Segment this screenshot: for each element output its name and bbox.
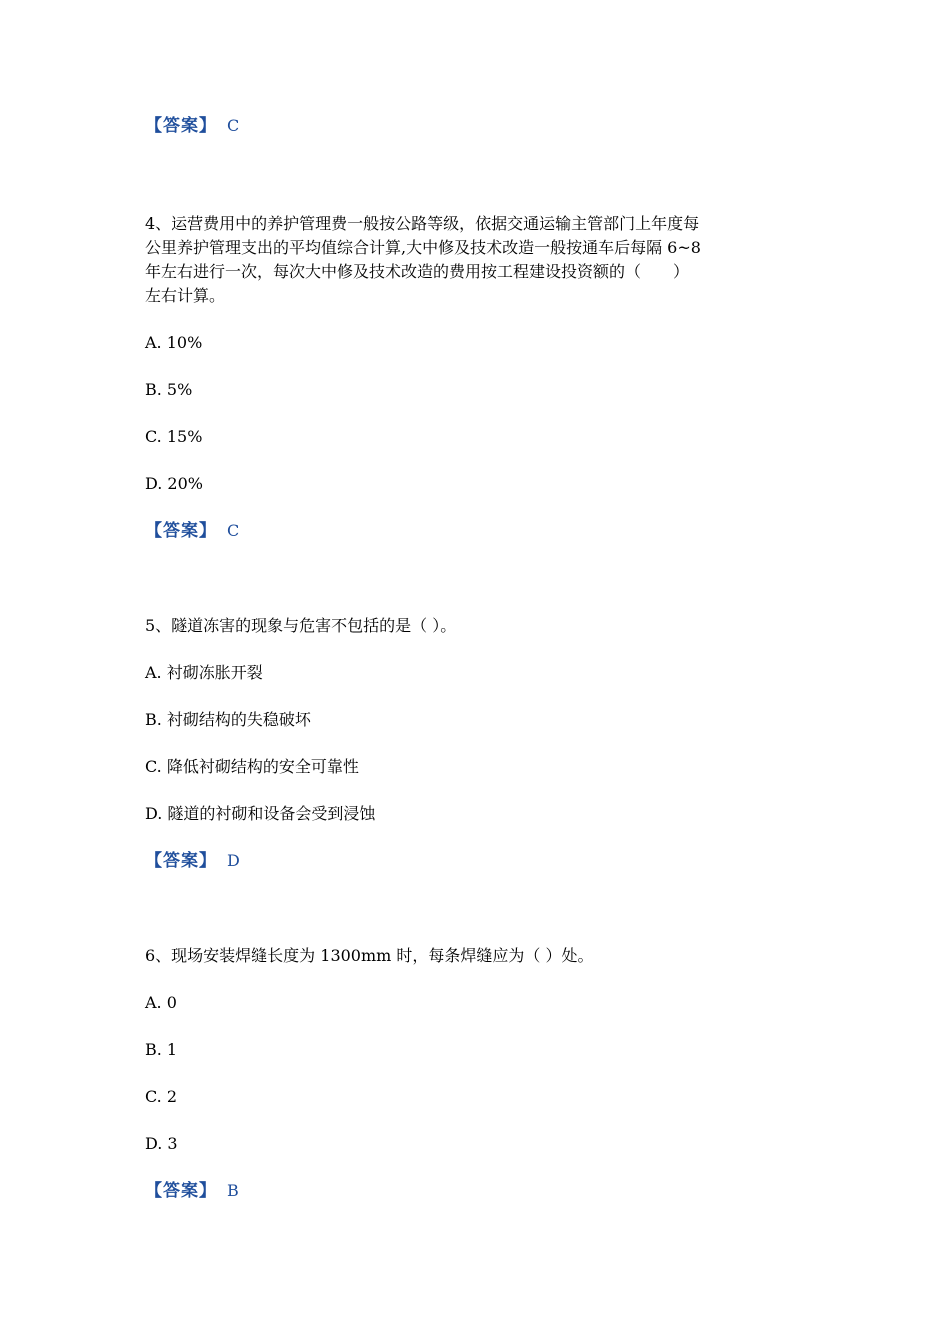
question-4-stem-line-2: 公里养护管理支出的平均值综合计算,大中修及技术改造一般按通车后每隔 6~8 — [145, 238, 701, 257]
question-6-option-a: A. 0 — [145, 993, 177, 1012]
question-5-option-c: C. 降低衬砌结构的安全可靠性 — [145, 757, 359, 776]
answer-value: C — [227, 116, 240, 135]
answer-label: 【答案】 — [145, 1181, 217, 1201]
question-5-stem: 5、隧道冻害的现象与危害不包括的是（ ）。 — [145, 616, 457, 635]
question-4-stem-line-1: 4、运营费用中的养护管理费一般按公路等级，依据交通运输主管部门上年度每 — [145, 214, 700, 233]
question-5-option-a: A. 衬砌冻胀开裂 — [145, 663, 263, 682]
question-6-option-d: D. 3 — [145, 1134, 178, 1153]
answer-value: B — [227, 1181, 239, 1200]
answer-value: C — [227, 521, 240, 540]
question-4-option-b: B. 5% — [145, 380, 193, 399]
question-6-stem: 6、现场安装焊缝长度为 1300mm 时，每条焊缝应为（ ）处。 — [145, 946, 594, 965]
question-5-option-d: D. 隧道的衬砌和设备会受到浸蚀 — [145, 804, 376, 823]
question-6-option-b: B. 1 — [145, 1040, 178, 1059]
answer-line-q5 — [145, 851, 240, 871]
question-4-stem-line-4: 左右计算。 — [145, 286, 226, 305]
question-6-option-c: C. 2 — [145, 1087, 178, 1106]
question-4-stem — [145, 212, 815, 308]
question-5-option-b: B. 衬砌结构的失稳破坏 — [145, 710, 311, 729]
answer-label: 【答案】 — [145, 521, 217, 541]
answer-line-q3 — [145, 116, 239, 136]
answer-label: 【答案】 — [145, 851, 217, 871]
answer-value: D — [227, 851, 240, 870]
question-4-option-a: A. 10% — [145, 333, 203, 352]
question-4-option-d: D. 20% — [145, 474, 203, 493]
answer-line-q4 — [145, 521, 239, 541]
question-4-stem-line-3: 年左右进行一次，每次大中修及技术改造的费用按工程建设投资额的（ ） — [145, 262, 690, 281]
answer-label: 【答案】 — [145, 116, 217, 136]
question-4-option-c: C. 15% — [145, 427, 203, 446]
answer-line-q6 — [145, 1181, 239, 1201]
